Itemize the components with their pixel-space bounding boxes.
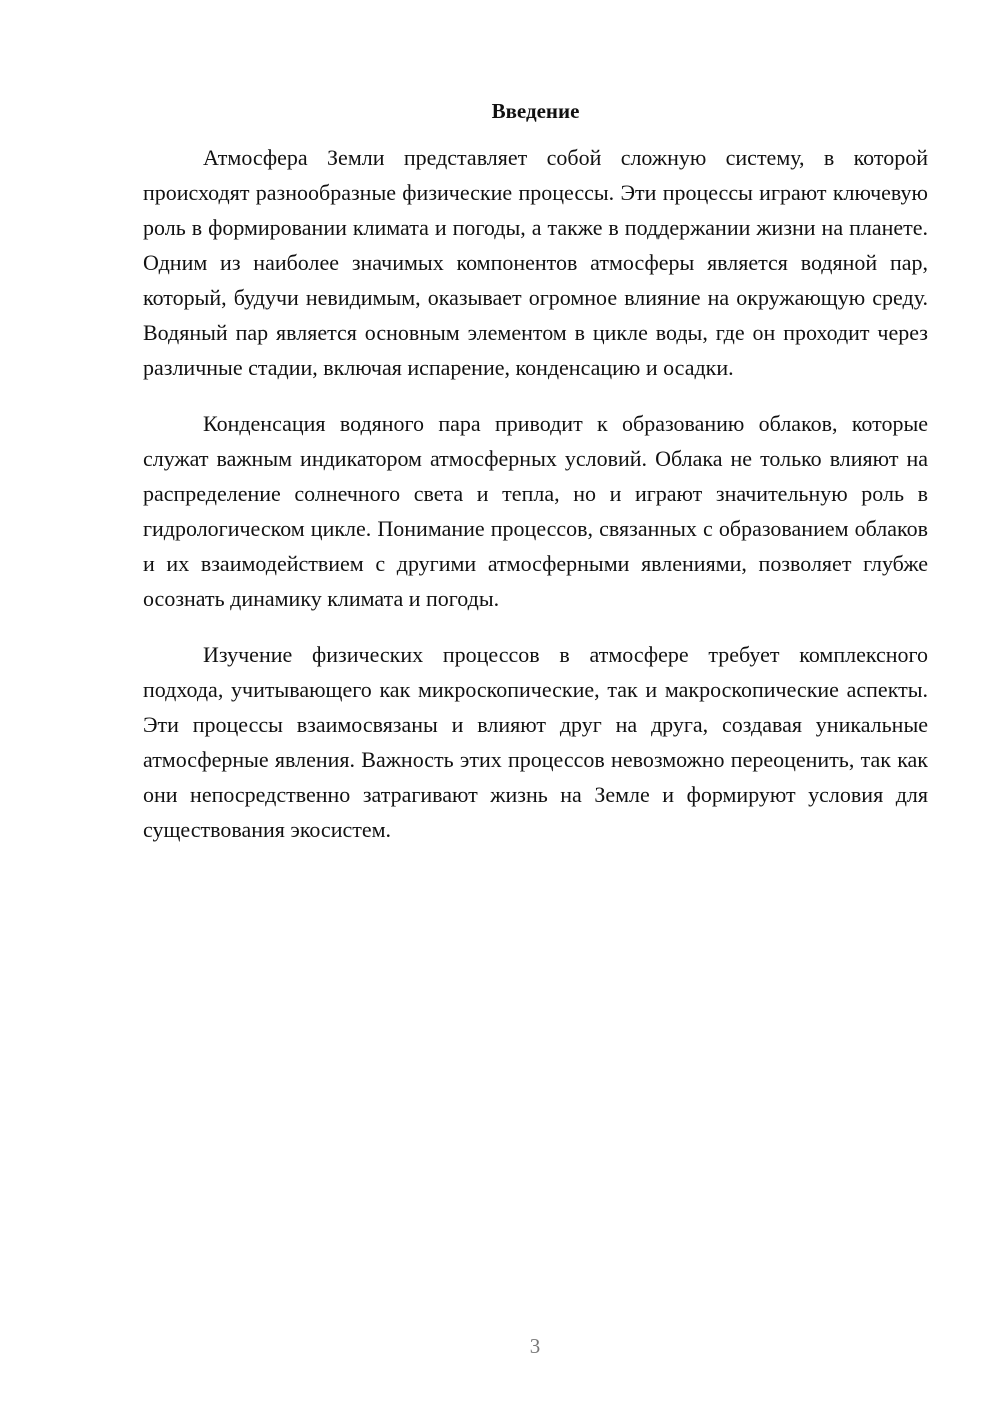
paragraph-2: Конденсация водяного пара приводит к образованию облаков, которые служат важным индикатором атмосферных условий. Облака не только влияют на распределение солнечного света и тепла, но и играют значительную роль в гидрологическом цикле. Понимание процессов, связанных с образованием облаков и их взаимодействием с другими атмосферными явлениями, позволяет глубже осознать динамику климата и погоды. bbox=[143, 411, 928, 611]
paragraph-1: Атмосфера Земли представляет собой сложную систему, в которой происходят разнообразные физические процессы. Эти процессы играют ключевую роль в формировании климата и погоды, а также в поддержании жизни на планете. Одним из наиболее значимых компонентов атмосферы является водяной пар, который, будучи невидимым, оказывает огромное влияние на окружающую среду. Водяный пар является основным элементом в цикле воды, где он проходит через различные стадии, включая испарение, конденсацию и осадки. bbox=[143, 145, 928, 380]
page-number: 3 bbox=[529, 1334, 541, 1358]
paragraph-3: Изучение физических процессов в атмосфере требует комплексного подхода, учитывающего как микроскопические, так и макроскопические аспекты. Эти процессы взаимосвязаны и влияют друг на друга, создавая уникальные атмосферные явления. Важность этих процессов невозможно переоценить, так как они непосредственно затрагивают жизнь на Земле и формируют условия для существования экосистем. bbox=[143, 642, 928, 842]
body-text bbox=[143, 140, 928, 868]
section-heading: Введение bbox=[491, 99, 580, 123]
